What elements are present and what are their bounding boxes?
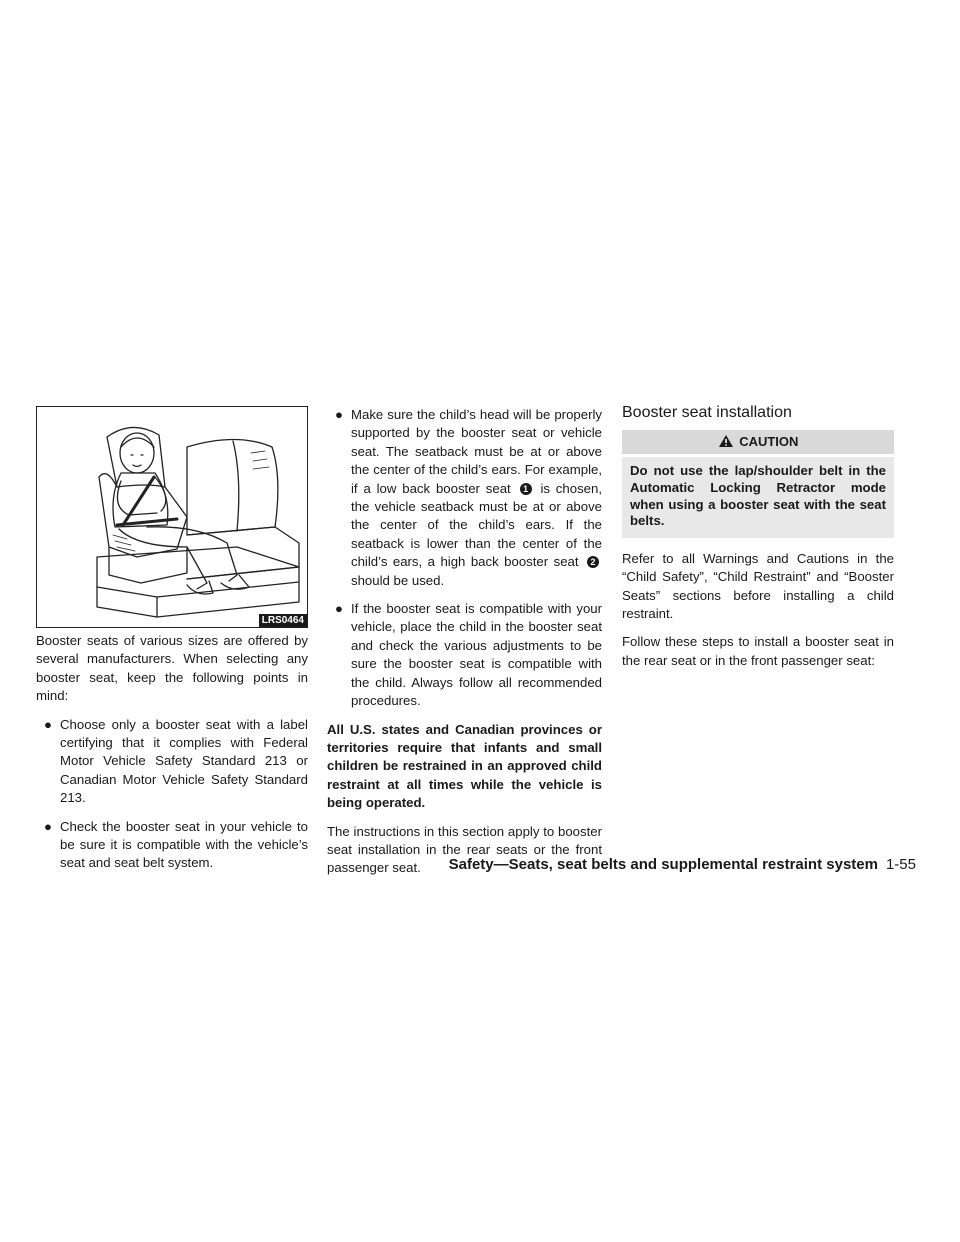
page-number: 1-55: [885, 856, 916, 873]
list-item: [36, 716, 308, 808]
list-item: [327, 600, 602, 710]
page-footer: [420, 856, 916, 873]
list-item: [36, 818, 308, 873]
caution-label: CAUTION: [739, 434, 799, 450]
bullet-icon: ●: [335, 407, 343, 422]
middle-column: [327, 406, 602, 888]
bullet-text-part: is chosen, the vehicle seatback must be at or above the center of the child’s ears. If the seatback is lower than the center of the child’s ears, a high back booster seat: [351, 480, 602, 570]
follow-steps-paragraph: Follow these steps to install a booster seat in the rear seat or in the front passenger seat:: [622, 634, 894, 668]
instructions-paragraph: The instructions in this section apply to booster seat installation in the rear seats or the front passenger seat.: [327, 823, 602, 876]
child-in-booster-seat-drawing: [37, 407, 308, 628]
legal-requirement-paragraph: All U.S. states and Canadian provinces or territories require that infants and small children be restrained in an approved child restraint at all times while the vehicle is being operated.: [327, 721, 602, 811]
bullet-text: [351, 406, 602, 590]
footer-section-title: Safety—Seats, seat belts and supplemental restraint system: [448, 856, 878, 873]
bullet-text-part: should be used.: [351, 572, 445, 588]
right-column: [622, 404, 894, 680]
bullet-icon: ●: [44, 818, 52, 834]
callout-number-2: 2: [587, 556, 599, 568]
section-title: Booster seat installation: [622, 404, 792, 421]
bullet-text: If the booster seat is compatible with your vehicle, place the child in the booster seat and check the various adjustments to be sure the booster seat is compatible with the child. Always follow all recommended procedures.: [351, 601, 602, 709]
bullet-text: Check the booster seat in your vehicle to be sure it is compatible with the vehicle’s seat and seat belt system.: [60, 818, 308, 871]
refer-paragraph: Refer to all Warnings and Cautions in the “Child Safety”, “Child Restraint” and “Booster Seats” sections before installing a child restraint.: [622, 550, 894, 621]
left-column: [36, 632, 308, 883]
bullet-text: Choose only a booster seat with a label certifying that it complies with Federal Motor Vehicle Safety Standard 213 or Canadian Motor Vehicle Safety Standard 213.: [60, 716, 308, 806]
bullet-icon: ●: [44, 716, 52, 732]
intro-paragraph: Booster seats of various sizes are offered by several manufacturers. When selecting any booster seat, keep the following points in mind:: [36, 633, 308, 704]
caution-text: Do not use the lap/shoulder belt in the Automatic Locking Retractor mode when using a booster seat with the seat belts.: [622, 457, 894, 537]
bullet-text-part: Make sure the child’s head will be properly supported by the booster seat or vehicle seat. The seatback must be at or above the center of the child’s ears. For example, if a low back booster seat: [351, 407, 602, 496]
callout-number-1: 1: [520, 483, 532, 495]
bullet-icon: ●: [335, 601, 343, 617]
warning-triangle-icon: [718, 434, 734, 448]
list-item: [327, 406, 602, 590]
booster-seat-illustration: [36, 406, 308, 628]
caution-header: [622, 430, 894, 454]
figure-code: LRS0464: [259, 614, 307, 627]
